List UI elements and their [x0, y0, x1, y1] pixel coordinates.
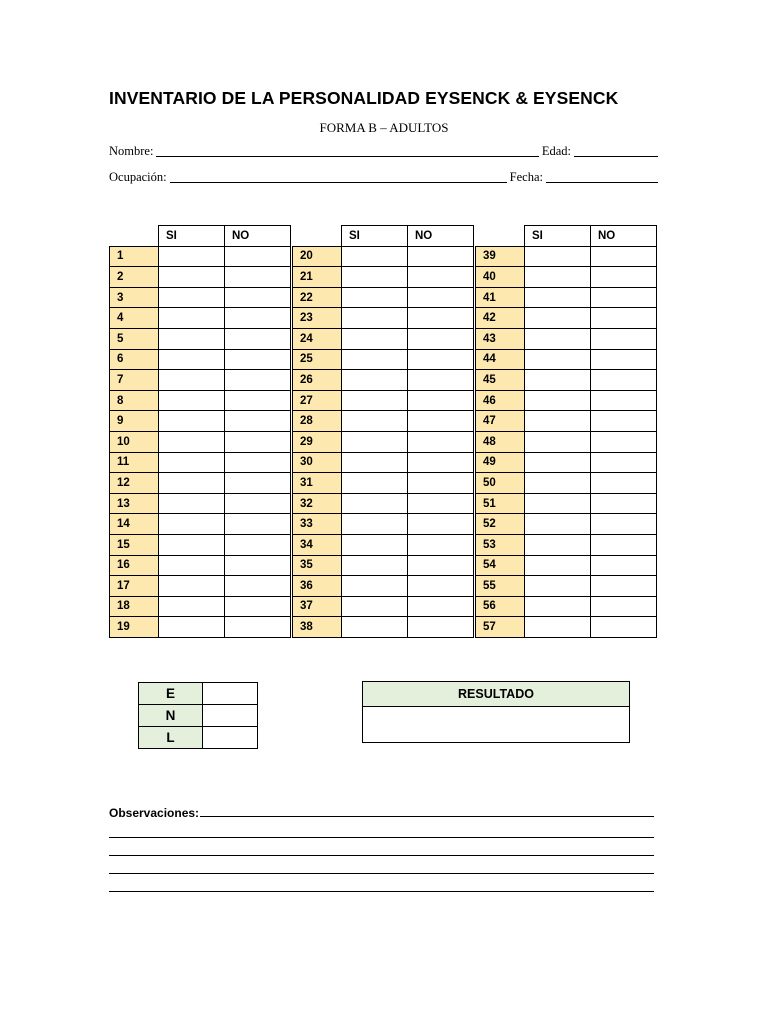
answer-no-cell[interactable] [591, 452, 657, 473]
question-number: 18 [110, 596, 159, 617]
answer-no-cell[interactable] [408, 287, 474, 308]
answer-row [476, 617, 657, 638]
question-number: 21 [293, 267, 342, 288]
answer-no-cell[interactable] [408, 370, 474, 391]
observations-line-4[interactable] [109, 856, 654, 874]
question-number: 3 [110, 287, 159, 308]
answer-no-cell[interactable] [225, 617, 291, 638]
answer-row [110, 287, 291, 308]
scale-label-e: E [139, 683, 203, 705]
occupation-date-row [109, 170, 658, 185]
observations-section [109, 802, 654, 892]
answer-no-cell[interactable] [408, 617, 474, 638]
observations-line-1[interactable] [200, 816, 654, 817]
answer-row [110, 349, 291, 370]
answer-si-cell[interactable] [342, 452, 408, 473]
question-number: 57 [476, 617, 525, 638]
answer-no-cell[interactable] [225, 514, 291, 535]
answer-no-cell[interactable] [408, 596, 474, 617]
answer-no-cell[interactable] [225, 411, 291, 432]
answer-row [476, 328, 657, 349]
answer-si-cell[interactable] [342, 555, 408, 576]
answer-si-cell[interactable] [159, 370, 225, 391]
col-si-header: SI [342, 226, 408, 247]
answer-si-cell[interactable] [159, 473, 225, 494]
answer-no-cell[interactable] [408, 267, 474, 288]
answer-row [476, 576, 657, 597]
answer-no-cell[interactable] [591, 473, 657, 494]
question-number: 38 [293, 617, 342, 638]
question-number: 30 [293, 452, 342, 473]
answer-si-cell[interactable] [525, 246, 591, 267]
answer-row [110, 576, 291, 597]
answer-si-cell[interactable] [342, 473, 408, 494]
answer-si-cell[interactable] [525, 596, 591, 617]
header-blank-cell [110, 226, 159, 247]
answer-no-cell[interactable] [225, 349, 291, 370]
answer-no-cell[interactable] [591, 370, 657, 391]
scale-value-l[interactable] [203, 727, 258, 749]
answer-si-cell[interactable] [159, 534, 225, 555]
answer-no-cell[interactable] [591, 246, 657, 267]
answer-row [293, 246, 474, 267]
answer-si-cell[interactable] [342, 328, 408, 349]
question-number: 17 [110, 576, 159, 597]
answer-row [293, 576, 474, 597]
answer-no-cell[interactable] [225, 596, 291, 617]
answer-no-cell[interactable] [591, 349, 657, 370]
answer-no-cell[interactable] [591, 411, 657, 432]
answer-row [476, 555, 657, 576]
answer-header-row [293, 226, 474, 247]
question-number: 50 [476, 473, 525, 494]
question-number: 43 [476, 328, 525, 349]
result-label: RESULTADO [363, 682, 630, 707]
observations-line-5[interactable] [109, 874, 654, 892]
question-number: 42 [476, 308, 525, 329]
answer-row [110, 308, 291, 329]
answer-no-cell[interactable] [408, 390, 474, 411]
answer-si-cell[interactable] [159, 596, 225, 617]
answer-si-cell[interactable] [525, 493, 591, 514]
answer-row [476, 349, 657, 370]
answer-row [293, 555, 474, 576]
answer-header-row [476, 226, 657, 247]
question-number: 12 [110, 473, 159, 494]
answer-no-cell[interactable] [591, 617, 657, 638]
answer-si-cell[interactable] [159, 452, 225, 473]
answer-si-cell[interactable] [159, 328, 225, 349]
answer-row [476, 514, 657, 535]
answer-si-cell[interactable] [342, 431, 408, 452]
answer-row [476, 493, 657, 514]
ocupacion-label: Ocupación: [109, 170, 167, 184]
answer-row [110, 267, 291, 288]
answer-row [293, 328, 474, 349]
answer-si-cell[interactable] [525, 349, 591, 370]
answer-row [110, 390, 291, 411]
answer-no-cell[interactable] [225, 555, 291, 576]
answer-no-cell[interactable] [225, 431, 291, 452]
result-table [362, 681, 630, 743]
answer-no-cell[interactable] [225, 452, 291, 473]
answer-row [293, 431, 474, 452]
question-number: 24 [293, 328, 342, 349]
answer-row [110, 452, 291, 473]
question-number: 29 [293, 431, 342, 452]
answer-no-cell[interactable] [591, 328, 657, 349]
question-number: 53 [476, 534, 525, 555]
question-number: 22 [293, 287, 342, 308]
answer-si-cell[interactable] [159, 576, 225, 597]
answer-table-3 [475, 225, 657, 638]
question-number: 20 [293, 246, 342, 267]
answer-no-cell[interactable] [225, 246, 291, 267]
col-no-header: NO [225, 226, 291, 247]
answer-row [476, 473, 657, 494]
answer-row [476, 267, 657, 288]
question-number: 39 [476, 246, 525, 267]
question-number: 51 [476, 493, 525, 514]
answer-row [110, 431, 291, 452]
question-number: 8 [110, 390, 159, 411]
answer-row [476, 370, 657, 391]
answer-no-cell[interactable] [225, 308, 291, 329]
edad-label: Edad: [541, 144, 571, 158]
observations-label: Observaciones: [109, 806, 200, 820]
scale-label-n: N [139, 705, 203, 727]
answer-row [110, 617, 291, 638]
answer-si-cell[interactable] [342, 390, 408, 411]
answer-si-cell[interactable] [342, 308, 408, 329]
answer-row [110, 246, 291, 267]
question-number: 26 [293, 370, 342, 391]
col-no-header: NO [408, 226, 474, 247]
answer-si-cell[interactable] [525, 617, 591, 638]
answer-row [476, 534, 657, 555]
answer-si-cell[interactable] [159, 390, 225, 411]
answer-no-cell[interactable] [225, 370, 291, 391]
answer-row [476, 596, 657, 617]
answer-no-cell[interactable] [225, 473, 291, 494]
answer-row [476, 308, 657, 329]
page-title: INVENTARIO DE LA PERSONALIDAD EYSENCK & EYSENCK [109, 88, 619, 108]
answer-row [293, 514, 474, 535]
answer-no-cell[interactable] [408, 328, 474, 349]
answer-no-cell[interactable] [591, 390, 657, 411]
question-number: 32 [293, 493, 342, 514]
answer-no-cell[interactable] [591, 596, 657, 617]
answer-no-cell[interactable] [225, 493, 291, 514]
answer-si-cell[interactable] [342, 514, 408, 535]
answer-row [293, 493, 474, 514]
answer-row [293, 617, 474, 638]
answer-row [293, 596, 474, 617]
scales-table [138, 682, 258, 749]
answer-si-cell[interactable] [525, 576, 591, 597]
answer-si-cell[interactable] [159, 514, 225, 535]
question-number: 23 [293, 308, 342, 329]
answer-no-cell[interactable] [591, 267, 657, 288]
answer-si-cell[interactable] [342, 287, 408, 308]
answer-row [293, 452, 474, 473]
answer-si-cell[interactable] [342, 596, 408, 617]
answer-row [293, 534, 474, 555]
question-number: 4 [110, 308, 159, 329]
answer-row [476, 411, 657, 432]
question-number: 47 [476, 411, 525, 432]
question-number: 37 [293, 596, 342, 617]
result-field[interactable] [363, 707, 630, 743]
answer-row [110, 370, 291, 391]
answer-no-cell[interactable] [225, 287, 291, 308]
answer-row [293, 411, 474, 432]
observations-line-3[interactable] [109, 838, 654, 856]
answer-row [110, 493, 291, 514]
question-number: 36 [293, 576, 342, 597]
answer-si-cell[interactable] [159, 411, 225, 432]
answer-row [293, 287, 474, 308]
answer-no-cell[interactable] [408, 534, 474, 555]
answer-no-cell[interactable] [591, 576, 657, 597]
answer-no-cell[interactable] [408, 246, 474, 267]
answer-row [293, 349, 474, 370]
question-number: 46 [476, 390, 525, 411]
answer-si-cell[interactable] [159, 267, 225, 288]
col-si-header: SI [525, 226, 591, 247]
form-subtitle: FORMA B – ADULTOS [319, 120, 449, 135]
question-number: 11 [110, 452, 159, 473]
answer-no-cell[interactable] [591, 431, 657, 452]
question-number: 40 [476, 267, 525, 288]
scale-row-n [139, 705, 258, 727]
answer-row [293, 370, 474, 391]
question-number: 1 [110, 246, 159, 267]
answer-row [110, 411, 291, 432]
answer-row [476, 390, 657, 411]
question-number: 33 [293, 514, 342, 535]
answer-si-cell[interactable] [159, 287, 225, 308]
question-number: 55 [476, 576, 525, 597]
answer-no-cell[interactable] [591, 555, 657, 576]
question-number: 5 [110, 328, 159, 349]
name-age-row [109, 144, 658, 159]
answer-no-cell[interactable] [408, 452, 474, 473]
answer-si-cell[interactable] [159, 493, 225, 514]
answer-si-cell[interactable] [525, 534, 591, 555]
answer-si-cell[interactable] [342, 370, 408, 391]
question-number: 6 [110, 349, 159, 370]
answer-si-cell[interactable] [159, 555, 225, 576]
col-si-header: SI [159, 226, 225, 247]
answer-row [293, 390, 474, 411]
question-number: 7 [110, 370, 159, 391]
edad-field[interactable] [574, 144, 658, 157]
answer-no-cell[interactable] [591, 287, 657, 308]
question-number: 52 [476, 514, 525, 535]
answer-row [293, 308, 474, 329]
answer-row [476, 246, 657, 267]
nombre-field[interactable] [156, 144, 538, 157]
answer-row [476, 431, 657, 452]
question-number: 35 [293, 555, 342, 576]
answer-row [293, 473, 474, 494]
question-number: 44 [476, 349, 525, 370]
answer-row [110, 328, 291, 349]
question-number: 13 [110, 493, 159, 514]
fecha-field[interactable] [546, 170, 658, 183]
question-number: 19 [110, 617, 159, 638]
answer-no-cell[interactable] [591, 514, 657, 535]
answer-no-cell[interactable] [591, 493, 657, 514]
question-number: 54 [476, 555, 525, 576]
answer-no-cell[interactable] [408, 431, 474, 452]
answer-si-cell[interactable] [342, 349, 408, 370]
question-number: 14 [110, 514, 159, 535]
ocupacion-field[interactable] [170, 170, 507, 183]
answer-si-cell[interactable] [525, 267, 591, 288]
answer-si-cell[interactable] [525, 431, 591, 452]
col-no-header: NO [591, 226, 657, 247]
question-number: 45 [476, 370, 525, 391]
question-number: 27 [293, 390, 342, 411]
observations-line-2[interactable] [109, 820, 654, 838]
answer-si-cell[interactable] [342, 411, 408, 432]
answer-si-cell[interactable] [342, 576, 408, 597]
answer-no-cell[interactable] [408, 411, 474, 432]
question-number: 31 [293, 473, 342, 494]
header-blank-cell [293, 226, 342, 247]
question-number: 15 [110, 534, 159, 555]
answer-no-cell[interactable] [591, 534, 657, 555]
answer-si-cell[interactable] [159, 431, 225, 452]
answer-table-2 [292, 225, 474, 638]
scale-row-e [139, 683, 258, 705]
answer-si-cell[interactable] [342, 493, 408, 514]
answer-si-cell[interactable] [525, 328, 591, 349]
question-number: 16 [110, 555, 159, 576]
answer-no-cell[interactable] [225, 328, 291, 349]
answer-row [476, 287, 657, 308]
answer-si-cell[interactable] [342, 246, 408, 267]
answer-si-cell[interactable] [159, 308, 225, 329]
answer-no-cell[interactable] [408, 514, 474, 535]
answer-si-cell[interactable] [525, 370, 591, 391]
answer-si-cell[interactable] [525, 514, 591, 535]
scale-row-l [139, 727, 258, 749]
answer-no-cell[interactable] [408, 493, 474, 514]
question-number: 25 [293, 349, 342, 370]
answer-si-cell[interactable] [525, 473, 591, 494]
answer-si-cell[interactable] [342, 534, 408, 555]
answer-no-cell[interactable] [408, 555, 474, 576]
answer-si-cell[interactable] [159, 349, 225, 370]
fecha-label: Fecha: [509, 170, 543, 184]
answer-no-cell[interactable] [408, 308, 474, 329]
answer-row [110, 596, 291, 617]
answer-si-cell[interactable] [525, 452, 591, 473]
question-number: 48 [476, 431, 525, 452]
answer-no-cell[interactable] [225, 267, 291, 288]
question-number: 49 [476, 452, 525, 473]
answer-no-cell[interactable] [225, 390, 291, 411]
answer-si-cell[interactable] [525, 287, 591, 308]
question-number: 10 [110, 431, 159, 452]
answer-no-cell[interactable] [408, 473, 474, 494]
header-blank-cell [476, 226, 525, 247]
answer-no-cell[interactable] [225, 534, 291, 555]
answer-table-1 [109, 225, 291, 638]
answer-row [293, 267, 474, 288]
nombre-label: Nombre: [109, 144, 154, 158]
answer-si-cell[interactable] [525, 390, 591, 411]
answer-si-cell[interactable] [159, 617, 225, 638]
answer-si-cell[interactable] [525, 308, 591, 329]
answer-row [110, 514, 291, 535]
answer-si-cell[interactable] [342, 617, 408, 638]
answer-no-cell[interactable] [225, 576, 291, 597]
answer-no-cell[interactable] [408, 349, 474, 370]
answer-no-cell[interactable] [591, 308, 657, 329]
answer-si-cell[interactable] [525, 411, 591, 432]
answer-row [110, 555, 291, 576]
question-number: 9 [110, 411, 159, 432]
answer-si-cell[interactable] [159, 246, 225, 267]
question-number: 28 [293, 411, 342, 432]
answer-no-cell[interactable] [408, 576, 474, 597]
answer-header-row [110, 226, 291, 247]
answer-si-cell[interactable] [525, 555, 591, 576]
scale-value-e[interactable] [203, 683, 258, 705]
answer-row [110, 534, 291, 555]
answer-row [110, 473, 291, 494]
question-number: 34 [293, 534, 342, 555]
question-number: 2 [110, 267, 159, 288]
answer-si-cell[interactable] [342, 267, 408, 288]
question-number: 56 [476, 596, 525, 617]
answer-row [476, 452, 657, 473]
scale-value-n[interactable] [203, 705, 258, 727]
scale-label-l: L [139, 727, 203, 749]
question-number: 41 [476, 287, 525, 308]
